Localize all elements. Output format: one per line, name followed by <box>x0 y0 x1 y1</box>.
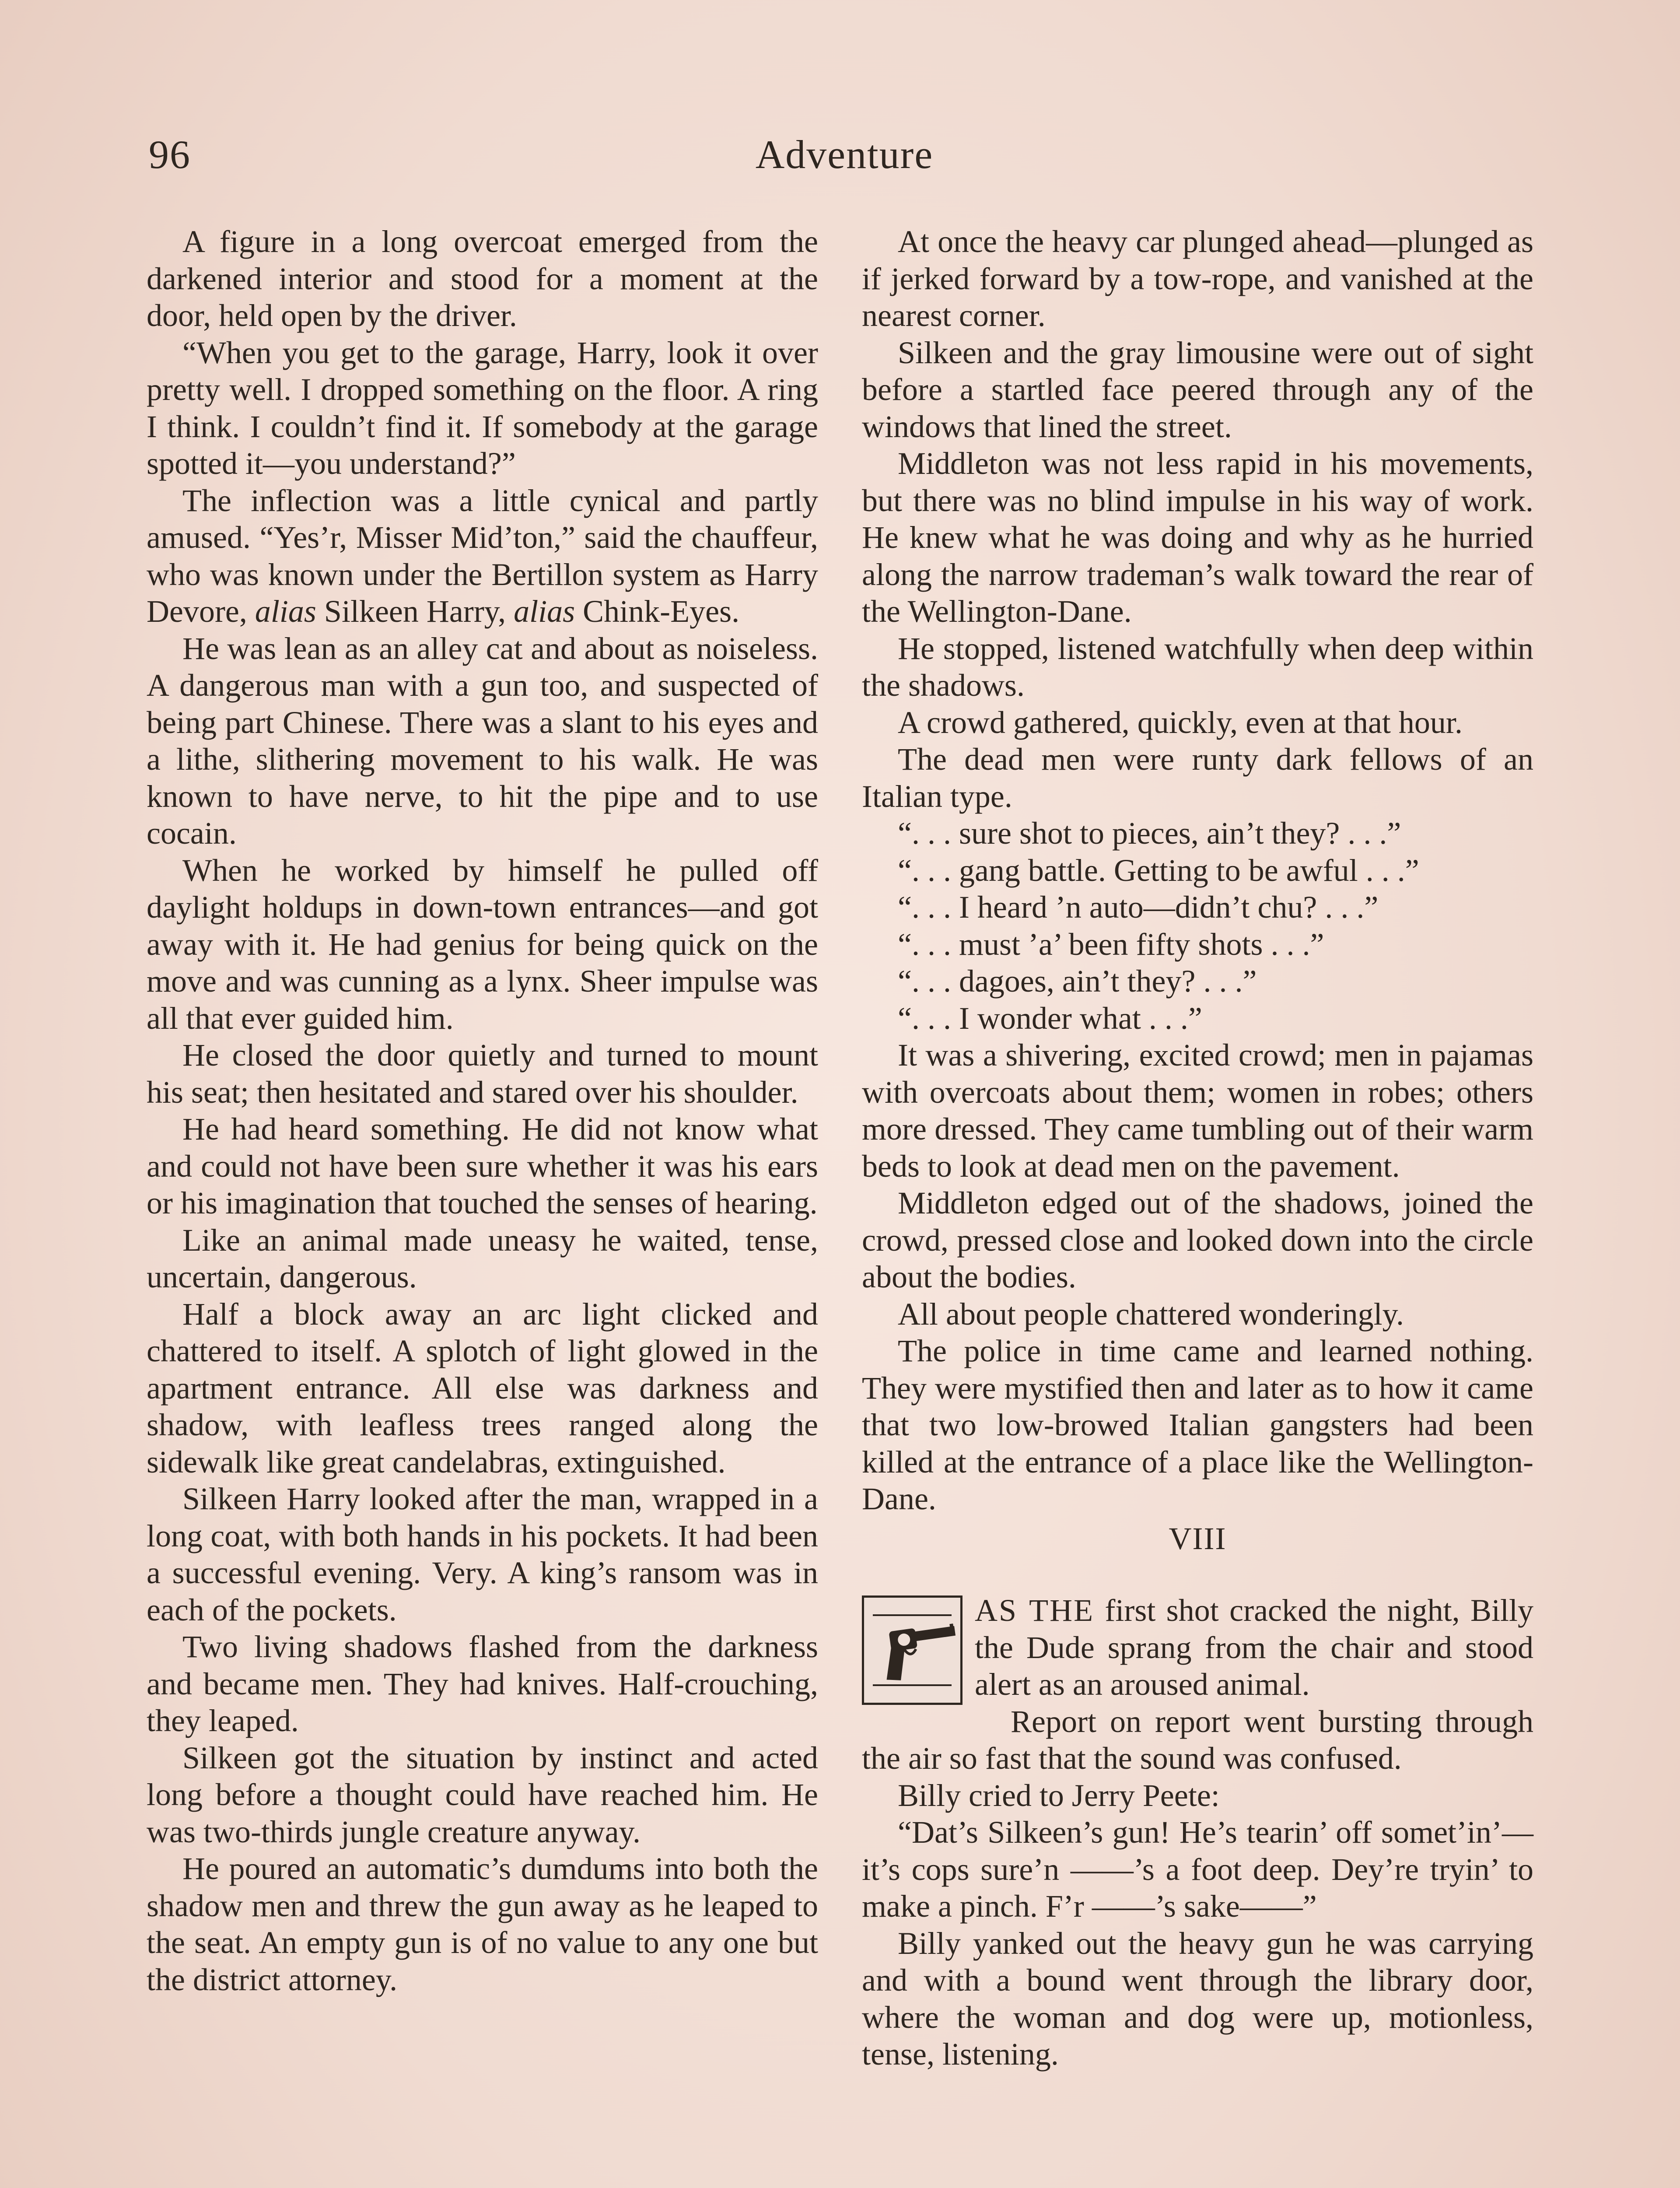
paragraph: He stopped, listened watchfully when deep within the shadows. <box>862 631 1533 703</box>
alias-italic: alias <box>255 594 316 629</box>
paragraph: Silkeen and the gray limousine were out of sight before a startled face peered through any of the windows that lined the street. <box>862 335 1533 444</box>
right-column <box>862 223 1533 2073</box>
paragraph: He had heard something. He did not know what and could not have been sure whether it was his ears or his imagination that touched the senses of hearing. <box>147 1112 818 1220</box>
paragraph: Two living shadows flashed from the darkness and became men. They had knives. Half-crouching, they leaped. <box>147 1629 818 1738</box>
revolver-illustration <box>864 1598 960 1703</box>
paragraph: “When you get to the garage, Harry, look it over pretty well. I dropped something on the floor. A ring I think. I couldn’t find it. If somebody at the garage spotted it—you understand?” <box>147 335 818 481</box>
running-head: Adventure <box>755 132 934 177</box>
paragraph: Report on report went bursting through the air so fast that the sound was confused. <box>862 1704 1533 1776</box>
dialogue-line: “. . . must ’a’ been fifty shots . . .” <box>898 926 1324 962</box>
paragraph-text: The inflection was a little cynical and partly amused. “Yes’r, Misser Mid’ton,” said the chauffeur, who was known under the Bertillon system as Harry Devore, <box>147 483 818 629</box>
paragraph: Silkeen Harry looked after the man, wrapped in a long coat, with both hands in his pockets. It had been a successful evening. Very. A king’s ransom was in each of the pockets. <box>147 1481 818 1627</box>
page-number: 96 <box>149 132 191 177</box>
paragraph: All about people chattered wonderingly. <box>898 1296 1404 1332</box>
paragraph: The dead men were runty dark fellows of an Italian type. <box>862 742 1533 814</box>
dialogue-line: “. . . gang battle. Getting to be awful . . .” <box>898 852 1419 888</box>
crowd-dialogue <box>862 815 1533 1037</box>
paragraph: The police in time came and learned nothing. They were mystified then and later as to how it came that two low-browed Italian gangsters had been killed at the entrance of a place like the Wellington-Dane. <box>862 1333 1533 1516</box>
alias-name: Silkeen Harry, <box>324 594 506 629</box>
page-header <box>149 127 1540 188</box>
paragraph: He closed the door quietly and turned to mount his seat; then hesitated and stared over his shoulder. <box>147 1038 818 1110</box>
lead-text: first shot cracked the night, Billy the Dude sprang from the chair and stood alert as an aroused animal. <box>975 1593 1534 1702</box>
paragraph-bertillon <box>147 482 818 630</box>
chapter-heading: VIII <box>1169 1521 1227 1556</box>
paragraph: A crowd gathered, quickly, even at that hour. <box>898 705 1463 740</box>
paragraph: “Dat’s Silkeen’s gun! He’s tearin’ off somet’in’—it’s cops sure’n ——’s a foot deep. Dey’re tryin’ to make a pinch. F’r ——’s sake——” <box>862 1815 1533 1924</box>
paragraph: Silkeen got the situation by instinct and acted long before a thought could have reached him. He was two-thirds jungle creature anyway. <box>147 1740 818 1849</box>
section-opening-paragraph <box>862 1592 1533 1703</box>
alias-italic: alias <box>514 594 575 629</box>
revolver-icon <box>862 1595 962 1705</box>
paragraph: Middleton edged out of the shadows, joined the crowd, pressed close and looked down into the circle about the bodies. <box>862 1185 1533 1294</box>
dialogue-line: “. . . sure shot to pieces, ain’t they? . . .” <box>898 816 1401 851</box>
paragraph: Middleton was not less rapid in his movements, but there was no blind impulse in his way of work. He knew what he was doing and why as he hurried along the narrow trademan’s walk toward the rear of the Wellington-Dane. <box>862 446 1533 629</box>
lead-caps: AS THE <box>975 1593 1095 1628</box>
paragraph: He was lean as an alley cat and about as noiseless. A dangerous man with a gun too, and suspected of being part Chinese. There was a slant to his eyes and a lithe, slithering movement to his walk. He was known to have nerve, to hit the pipe and to use cocain. <box>147 631 818 851</box>
paragraph: Like an animal made uneasy he waited, tense, uncertain, dangerous. <box>147 1222 818 1294</box>
dialogue-line: “. . . dagoes, ain’t they? . . .” <box>898 964 1257 999</box>
paragraph: He poured an automatic’s dumdums into both the shadow men and threw the gun away as he leaped to the seat. An empty gun is of no value to any one but the district attorney. <box>147 1851 818 1997</box>
paragraph: It was a shivering, excited crowd; men in pajamas with overcoats about them; women in robes; others more dressed. They came tumbling out of their warm beds to look at dead men on the pavement. <box>862 1038 1533 1184</box>
alias-name: Chink-Eyes. <box>583 594 740 629</box>
paragraph: Half a block away an arc light clicked and chattered to itself. A splotch of light glowed in the apartment entrance. All else was darkness and shadow, with leafless trees ranged along the sidewalk like great candelabras, extinguished. <box>147 1296 818 1480</box>
left-column <box>147 223 818 1998</box>
paragraph: At once the heavy car plunged ahead—plunged as if jerked forward by a tow-rope, and vanished at the nearest corner. <box>862 224 1533 333</box>
paragraph: A figure in a long overcoat emerged from the darkened interior and stood for a moment at the door, held open by the driver. <box>147 224 818 333</box>
paragraph: Billy yanked out the heavy gun he was carrying and with a bound went through the library door, where the woman and dog were up, motionless, tense, listening. <box>862 1925 1533 2072</box>
dialogue-line: “. . . I heard ’n auto—didn’t chu? . . .” <box>898 890 1379 925</box>
paragraph: Billy cried to Jerry Peete: <box>898 1778 1220 1813</box>
dialogue-line: “. . . I wonder what . . .” <box>898 1000 1202 1036</box>
paragraph: When he worked by himself he pulled off daylight holdups in down-town entrances—and got away with it. He had genius for being quick on the move and was cunning as a lynx. Sheer impulse was all that ever guided him. <box>147 852 818 1036</box>
